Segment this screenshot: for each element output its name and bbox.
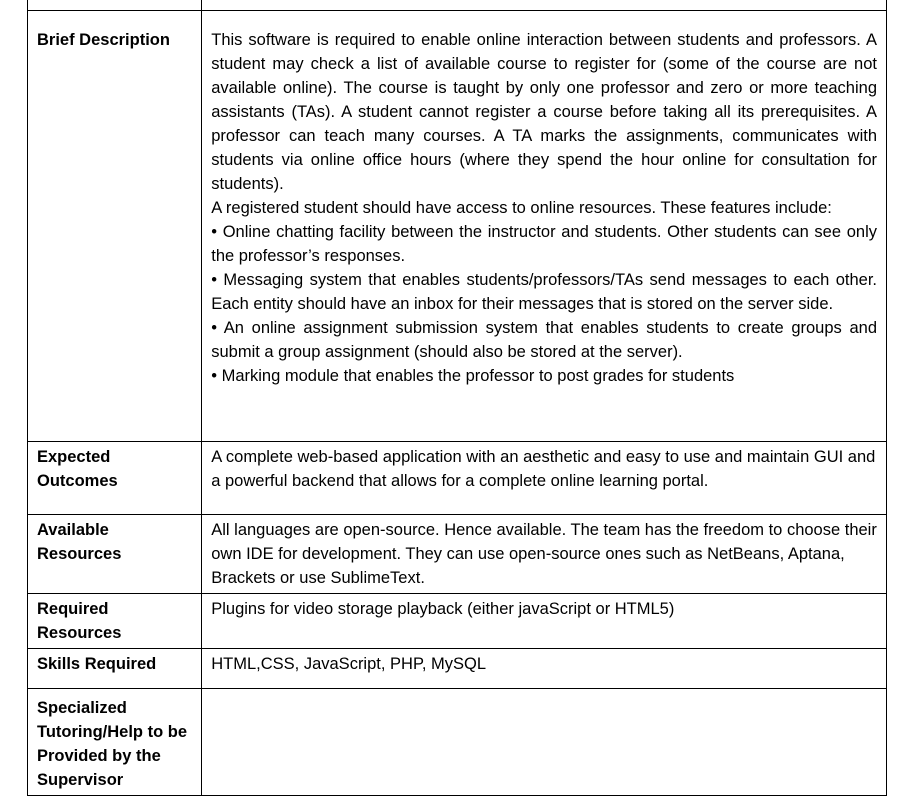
expected-outcomes-label: Expected Outcomes (28, 442, 202, 515)
specialized-tutoring-label: Specialized Tutoring/Help to be Provided by the Supervisor (28, 689, 202, 796)
brief-description-paragraph-2: A registered student should have access to online resources. These features include: (211, 199, 832, 217)
skills-required-value: HTML,CSS, JavaScript, PHP, MySQL (202, 649, 887, 689)
table-row-expected-outcomes (28, 442, 887, 515)
table-row-skills-required (28, 649, 887, 689)
brief-bullet-1: • Online chatting facility between the instructor and students. Other students can see only the professor’s responses. (211, 223, 877, 265)
top-label-cell (28, 0, 202, 11)
available-resources-label: Available Resources (28, 515, 202, 594)
required-resources-value: Plugins for video storage playback (either javaScript or HTML5) (202, 594, 887, 649)
table-row-required-resources (28, 594, 887, 649)
brief-bullet-2: • Messaging system that enables students/professors/TAs send messages to each other. Each entity should have an inbox for their messages that is stored on the server side. (211, 271, 877, 313)
expected-outcomes-value: A complete web-based application with an aesthetic and easy to use and maintain GUI and a powerful backend that allows for a complete online learning portal. (202, 442, 887, 515)
required-resources-label: Required Resources (28, 594, 202, 649)
brief-description-value (202, 11, 887, 442)
table-row-brief-description (28, 11, 887, 442)
table-row-top-continuation (28, 0, 887, 11)
brief-description-label: Brief Description (28, 11, 202, 442)
brief-description-paragraph-1: This software is required to enable online interaction between students and professors. A student may check a list of available course to register for (some of the course are not available online). The course is taught by only one professor and zero or more teaching assistants (TAs). A student cannot register a course before taking all its prerequisites. A professor can teach many courses. A TA marks the assignments, communicates with students via online office hours (where they spend the hour online for consultation for students). (211, 31, 877, 193)
brief-bullet-3: • An online assignment submission system that enables students to create groups and submit a group assignment (should also be stored at the server). (211, 319, 877, 361)
skills-required-label: Skills Required (28, 649, 202, 689)
available-resources-value: All languages are open-source. Hence available. The team has the freedom to choose their own IDE for development. They can use open-source ones such as NetBeans, Aptana, Brackets or use SublimeText. (202, 515, 887, 594)
brief-bullet-4: • Marking module that enables the professor to post grades for students (211, 367, 735, 385)
table-row-specialized-tutoring (28, 689, 887, 796)
specialized-tutoring-value (202, 689, 887, 796)
top-value-cell (202, 0, 887, 11)
project-details-table (27, 0, 887, 796)
table-row-available-resources (28, 515, 887, 594)
